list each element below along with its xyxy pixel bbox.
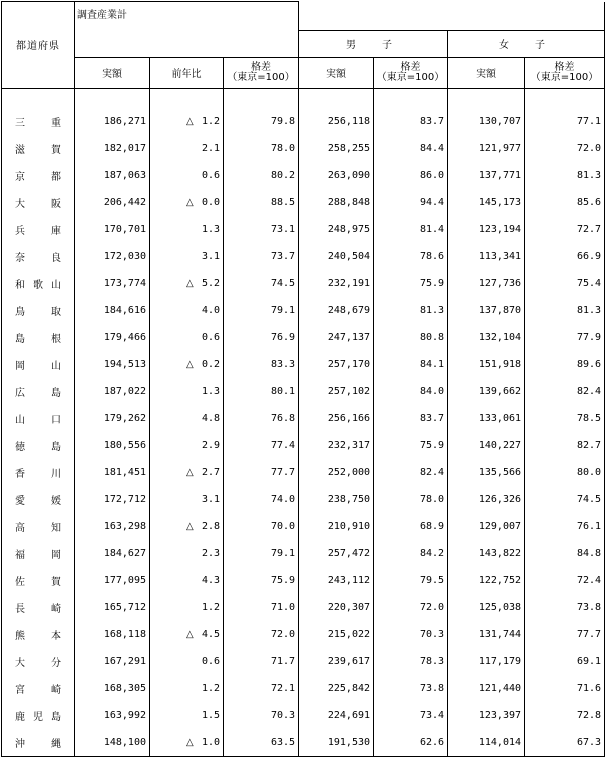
total-yoy xyxy=(150,405,224,432)
male-amount: 288,848 xyxy=(299,189,374,216)
total-amount-header: 実額 xyxy=(75,57,150,88)
table-row xyxy=(2,729,605,757)
decrease-triangle-icon: △ xyxy=(186,115,194,127)
wage-table xyxy=(1,1,605,757)
prefecture-name xyxy=(2,324,75,351)
female-amount: 123,194 xyxy=(448,216,525,243)
total-amount: 173,774 xyxy=(75,270,150,297)
yoy-value: 0.0 xyxy=(201,196,220,208)
total-amount: 184,627 xyxy=(75,540,150,567)
yoy-value: 1.0 xyxy=(201,736,220,748)
total-yoy xyxy=(150,540,224,567)
female-amount: 131,744 xyxy=(448,621,525,648)
index-sublabel: （東京=100） xyxy=(227,71,295,83)
total-yoy xyxy=(150,351,224,378)
table-row xyxy=(2,243,605,270)
prefecture-name xyxy=(2,513,75,540)
prefecture-label: 鹿児島 xyxy=(15,711,61,723)
male-amount: 256,118 xyxy=(299,108,374,135)
male-index: 83.7 xyxy=(374,405,448,432)
male-index: 86.0 xyxy=(374,162,448,189)
male-index: 68.9 xyxy=(374,513,448,540)
male-index: 80.8 xyxy=(374,324,448,351)
prefecture-name xyxy=(2,702,75,729)
total-amount: 168,118 xyxy=(75,621,150,648)
table-row xyxy=(2,135,605,162)
yoy-value: 2.3 xyxy=(201,547,220,559)
table-row xyxy=(2,351,605,378)
total-industry-header: 調査産業計 xyxy=(75,2,299,31)
table-row xyxy=(2,162,605,189)
total-index: 73.1 xyxy=(224,216,299,243)
total-amount: 163,992 xyxy=(75,702,150,729)
total-index: 72.0 xyxy=(224,621,299,648)
total-yoy xyxy=(150,108,224,135)
table-header xyxy=(2,2,605,89)
female-index: 80.0 xyxy=(525,459,605,486)
female-index: 77.1 xyxy=(525,108,605,135)
prefecture-name xyxy=(2,567,75,594)
female-amount: 130,707 xyxy=(448,108,525,135)
prefecture-label: 沖縄 xyxy=(15,738,61,750)
total-amount: 181,451 xyxy=(75,459,150,486)
yoy-value: 4.3 xyxy=(201,574,220,586)
table-row xyxy=(2,486,605,513)
yoy-value: 0.6 xyxy=(201,169,220,181)
total-yoy xyxy=(150,729,224,757)
total-index: 73.7 xyxy=(224,243,299,270)
total-index: 83.3 xyxy=(224,351,299,378)
prefecture-label: 高知 xyxy=(15,522,61,534)
prefecture-label: 佐賀 xyxy=(15,576,61,588)
yoy-value: 2.7 xyxy=(201,466,220,478)
table-row xyxy=(2,216,605,243)
prefecture-name xyxy=(2,621,75,648)
prefecture-name xyxy=(2,162,75,189)
total-index: 74.0 xyxy=(224,486,299,513)
female-index: 81.3 xyxy=(525,297,605,324)
total-index: 75.9 xyxy=(224,567,299,594)
female-index: 67.3 xyxy=(525,729,605,757)
total-index: 71.7 xyxy=(224,648,299,675)
total-index: 63.5 xyxy=(224,729,299,757)
prefecture-label: 鳥取 xyxy=(15,306,61,318)
total-amount: 172,030 xyxy=(75,243,150,270)
yoy-value: 3.1 xyxy=(201,493,220,505)
male-amount: 257,472 xyxy=(299,540,374,567)
prefecture-label: 徳島 xyxy=(15,441,61,453)
female-header: 女 子 xyxy=(448,30,605,57)
male-amount: 191,530 xyxy=(299,729,374,757)
female-index: 66.9 xyxy=(525,243,605,270)
total-amount: 179,466 xyxy=(75,324,150,351)
yoy-value: 5.2 xyxy=(201,277,220,289)
prefecture-label: 三重 xyxy=(15,117,61,129)
yoy-value: 0.6 xyxy=(201,331,220,343)
prefecture-header: 都道府県 xyxy=(2,2,75,89)
table-row xyxy=(2,513,605,540)
male-index: 72.0 xyxy=(374,594,448,621)
total-group-spacer xyxy=(75,30,299,57)
prefecture-label: 滋賀 xyxy=(15,144,61,156)
total-amount: 187,063 xyxy=(75,162,150,189)
male-amount: 243,112 xyxy=(299,567,374,594)
female-amount-header: 実額 xyxy=(448,57,525,88)
male-index: 62.6 xyxy=(374,729,448,757)
female-index: 81.3 xyxy=(525,162,605,189)
male-amount: 263,090 xyxy=(299,162,374,189)
table-row xyxy=(2,594,605,621)
total-index: 76.8 xyxy=(224,405,299,432)
total-amount: 180,556 xyxy=(75,432,150,459)
female-amount: 133,061 xyxy=(448,405,525,432)
female-index: 72.4 xyxy=(525,567,605,594)
female-amount: 127,736 xyxy=(448,270,525,297)
total-yoy xyxy=(150,270,224,297)
female-index: 82.7 xyxy=(525,432,605,459)
table-row xyxy=(2,675,605,702)
total-yoy xyxy=(150,324,224,351)
yoy-value: 1.2 xyxy=(201,115,220,127)
total-amount: 179,262 xyxy=(75,405,150,432)
male-index: 84.2 xyxy=(374,540,448,567)
female-index: 72.8 xyxy=(525,702,605,729)
male-index-header xyxy=(374,57,448,88)
male-amount: 248,679 xyxy=(299,297,374,324)
female-index: 74.5 xyxy=(525,486,605,513)
female-amount: 126,326 xyxy=(448,486,525,513)
prefecture-label: 和歌山 xyxy=(15,279,61,291)
decrease-triangle-icon: △ xyxy=(186,277,194,289)
female-index: 82.4 xyxy=(525,378,605,405)
female-amount: 122,752 xyxy=(448,567,525,594)
table-row xyxy=(2,648,605,675)
yoy-value: 3.1 xyxy=(201,250,220,262)
total-yoy xyxy=(150,621,224,648)
total-index: 88.5 xyxy=(224,189,299,216)
yoy-value: 0.2 xyxy=(201,358,220,370)
male-amount: 247,137 xyxy=(299,324,374,351)
total-index: 78.0 xyxy=(224,135,299,162)
total-amount: 148,100 xyxy=(75,729,150,757)
prefecture-name xyxy=(2,432,75,459)
prefecture-name xyxy=(2,135,75,162)
male-amount: 258,255 xyxy=(299,135,374,162)
prefecture-label: 山口 xyxy=(15,414,61,426)
female-index: 77.9 xyxy=(525,324,605,351)
prefecture-label: 大阪 xyxy=(15,198,61,210)
male-index: 94.4 xyxy=(374,189,448,216)
female-amount: 151,918 xyxy=(448,351,525,378)
female-amount: 117,179 xyxy=(448,648,525,675)
total-yoy xyxy=(150,675,224,702)
total-index-header xyxy=(224,57,299,88)
table-row xyxy=(2,459,605,486)
decrease-triangle-icon: △ xyxy=(186,628,194,640)
total-index: 80.1 xyxy=(224,378,299,405)
decrease-triangle-icon: △ xyxy=(186,466,194,478)
total-index: 79.1 xyxy=(224,540,299,567)
prefecture-label: 大分 xyxy=(15,657,61,669)
female-index: 84.8 xyxy=(525,540,605,567)
female-index: 72.0 xyxy=(525,135,605,162)
total-amount: 163,298 xyxy=(75,513,150,540)
male-index: 81.4 xyxy=(374,216,448,243)
index-label: 格差 xyxy=(400,61,421,73)
prefecture-name xyxy=(2,270,75,297)
total-index: 79.1 xyxy=(224,297,299,324)
male-index: 70.3 xyxy=(374,621,448,648)
prefecture-name xyxy=(2,243,75,270)
total-amount: 165,712 xyxy=(75,594,150,621)
male-index: 84.4 xyxy=(374,135,448,162)
male-amount: 248,975 xyxy=(299,216,374,243)
total-amount: 194,513 xyxy=(75,351,150,378)
total-index: 70.3 xyxy=(224,702,299,729)
index-sublabel: （東京=100） xyxy=(376,71,445,83)
female-index: 89.6 xyxy=(525,351,605,378)
female-amount: 121,977 xyxy=(448,135,525,162)
male-amount: 220,307 xyxy=(299,594,374,621)
yoy-value: 1.5 xyxy=(201,709,220,721)
index-label: 格差 xyxy=(251,61,272,73)
male-index: 78.6 xyxy=(374,243,448,270)
total-yoy xyxy=(150,297,224,324)
table-row xyxy=(2,405,605,432)
total-amount: 182,017 xyxy=(75,135,150,162)
prefecture-label: 京都 xyxy=(15,171,61,183)
total-amount: 184,616 xyxy=(75,297,150,324)
female-index: 77.7 xyxy=(525,621,605,648)
total-index: 80.2 xyxy=(224,162,299,189)
prefecture-label: 宮崎 xyxy=(15,684,61,696)
female-amount: 129,007 xyxy=(448,513,525,540)
female-amount: 114,014 xyxy=(448,729,525,757)
prefecture-label: 香川 xyxy=(15,468,61,480)
female-index: 72.7 xyxy=(525,216,605,243)
male-index: 73.4 xyxy=(374,702,448,729)
prefecture-name xyxy=(2,540,75,567)
male-index: 79.5 xyxy=(374,567,448,594)
decrease-triangle-icon: △ xyxy=(186,520,194,532)
prefecture-label: 奈良 xyxy=(15,252,61,264)
prefecture-label: 岡山 xyxy=(15,360,61,372)
male-amount: 225,842 xyxy=(299,675,374,702)
male-amount: 256,166 xyxy=(299,405,374,432)
female-index: 69.1 xyxy=(525,648,605,675)
table-row xyxy=(2,540,605,567)
total-yoy xyxy=(150,648,224,675)
female-amount: 145,173 xyxy=(448,189,525,216)
male-index: 78.0 xyxy=(374,486,448,513)
male-index: 81.3 xyxy=(374,297,448,324)
total-yoy xyxy=(150,189,224,216)
table-row xyxy=(2,270,605,297)
female-amount: 125,038 xyxy=(448,594,525,621)
female-amount: 140,227 xyxy=(448,432,525,459)
yoy-value: 0.6 xyxy=(201,655,220,667)
female-amount: 143,822 xyxy=(448,540,525,567)
female-amount: 121,440 xyxy=(448,675,525,702)
total-yoy xyxy=(150,216,224,243)
male-amount-header: 実額 xyxy=(299,57,374,88)
total-yoy xyxy=(150,432,224,459)
table-row xyxy=(2,189,605,216)
yoy-value: 2.1 xyxy=(201,142,220,154)
total-yoy xyxy=(150,702,224,729)
male-index: 75.9 xyxy=(374,270,448,297)
total-index: 76.9 xyxy=(224,324,299,351)
male-index: 84.1 xyxy=(374,351,448,378)
table-body xyxy=(2,88,605,756)
spacer-row xyxy=(2,88,605,108)
total-amount: 177,095 xyxy=(75,567,150,594)
prefecture-name xyxy=(2,729,75,757)
decrease-triangle-icon: △ xyxy=(186,736,194,748)
total-index: 71.0 xyxy=(224,594,299,621)
prefecture-label: 愛媛 xyxy=(15,495,61,507)
male-amount: 240,504 xyxy=(299,243,374,270)
prefecture-name xyxy=(2,378,75,405)
prefecture-label: 熊本 xyxy=(15,630,61,642)
male-index: 78.3 xyxy=(374,648,448,675)
male-amount: 257,102 xyxy=(299,378,374,405)
yoy-value: 4.8 xyxy=(201,412,220,424)
total-yoy xyxy=(150,162,224,189)
female-index: 73.8 xyxy=(525,594,605,621)
prefecture-name xyxy=(2,297,75,324)
female-index: 76.1 xyxy=(525,513,605,540)
yoy-value: 1.3 xyxy=(201,223,220,235)
prefecture-name xyxy=(2,216,75,243)
female-index-header xyxy=(525,57,605,88)
male-index: 82.4 xyxy=(374,459,448,486)
yoy-value: 4.0 xyxy=(201,304,220,316)
total-index: 79.8 xyxy=(224,108,299,135)
male-amount: 224,691 xyxy=(299,702,374,729)
total-amount: 172,712 xyxy=(75,486,150,513)
decrease-triangle-icon: △ xyxy=(186,358,194,370)
male-amount: 238,750 xyxy=(299,486,374,513)
male-index: 75.9 xyxy=(374,432,448,459)
female-amount: 135,566 xyxy=(448,459,525,486)
male-amount: 239,617 xyxy=(299,648,374,675)
male-index: 83.7 xyxy=(374,108,448,135)
female-index: 78.5 xyxy=(525,405,605,432)
yoy-value: 1.2 xyxy=(201,601,220,613)
total-amount: 167,291 xyxy=(75,648,150,675)
yoy-value: 1.2 xyxy=(201,682,220,694)
table-row xyxy=(2,621,605,648)
total-yoy xyxy=(150,459,224,486)
total-amount: 187,022 xyxy=(75,378,150,405)
male-index: 84.0 xyxy=(374,378,448,405)
table-row xyxy=(2,108,605,135)
male-index: 73.8 xyxy=(374,675,448,702)
total-index: 74.5 xyxy=(224,270,299,297)
male-amount: 232,191 xyxy=(299,270,374,297)
index-label: 格差 xyxy=(554,61,575,73)
male-amount: 232,317 xyxy=(299,432,374,459)
table-row xyxy=(2,378,605,405)
female-amount: 137,771 xyxy=(448,162,525,189)
prefecture-label: 長崎 xyxy=(15,603,61,615)
female-index: 71.6 xyxy=(525,675,605,702)
female-index: 75.4 xyxy=(525,270,605,297)
total-amount: 186,271 xyxy=(75,108,150,135)
total-index: 70.0 xyxy=(224,513,299,540)
total-yoy-header: 前年比 xyxy=(150,57,224,88)
total-index: 77.4 xyxy=(224,432,299,459)
female-index: 85.6 xyxy=(525,189,605,216)
prefecture-name xyxy=(2,675,75,702)
male-amount: 257,170 xyxy=(299,351,374,378)
prefecture-label: 広島 xyxy=(15,387,61,399)
table-row xyxy=(2,324,605,351)
prefecture-name xyxy=(2,108,75,135)
total-yoy xyxy=(150,513,224,540)
header-gap xyxy=(299,2,605,31)
prefecture-label: 島根 xyxy=(15,333,61,345)
total-yoy xyxy=(150,486,224,513)
yoy-value: 1.3 xyxy=(201,385,220,397)
total-index: 77.7 xyxy=(224,459,299,486)
male-amount: 215,022 xyxy=(299,621,374,648)
total-yoy xyxy=(150,135,224,162)
total-yoy xyxy=(150,567,224,594)
prefecture-name xyxy=(2,486,75,513)
female-amount: 123,397 xyxy=(448,702,525,729)
female-amount: 132,104 xyxy=(448,324,525,351)
total-yoy xyxy=(150,243,224,270)
total-yoy xyxy=(150,594,224,621)
male-amount: 210,910 xyxy=(299,513,374,540)
table-row xyxy=(2,567,605,594)
prefecture-name xyxy=(2,189,75,216)
prefecture-name xyxy=(2,405,75,432)
yoy-value: 2.9 xyxy=(201,439,220,451)
total-amount: 168,305 xyxy=(75,675,150,702)
male-amount: 252,000 xyxy=(299,459,374,486)
total-amount: 206,442 xyxy=(75,189,150,216)
prefecture-name xyxy=(2,594,75,621)
index-sublabel: （東京=100） xyxy=(530,71,599,83)
female-amount: 139,662 xyxy=(448,378,525,405)
table-row xyxy=(2,702,605,729)
table-row xyxy=(2,297,605,324)
prefecture-label: 兵庫 xyxy=(15,225,61,237)
male-header: 男 子 xyxy=(299,30,448,57)
total-amount: 170,701 xyxy=(75,216,150,243)
total-index: 72.1 xyxy=(224,675,299,702)
prefecture-name xyxy=(2,459,75,486)
prefecture-label: 福岡 xyxy=(15,549,61,561)
prefecture-name xyxy=(2,648,75,675)
yoy-value: 2.8 xyxy=(201,520,220,532)
female-amount: 137,870 xyxy=(448,297,525,324)
yoy-value: 4.5 xyxy=(201,628,220,640)
decrease-triangle-icon: △ xyxy=(186,196,194,208)
female-amount: 113,341 xyxy=(448,243,525,270)
total-yoy xyxy=(150,378,224,405)
prefecture-name xyxy=(2,351,75,378)
table-row xyxy=(2,432,605,459)
